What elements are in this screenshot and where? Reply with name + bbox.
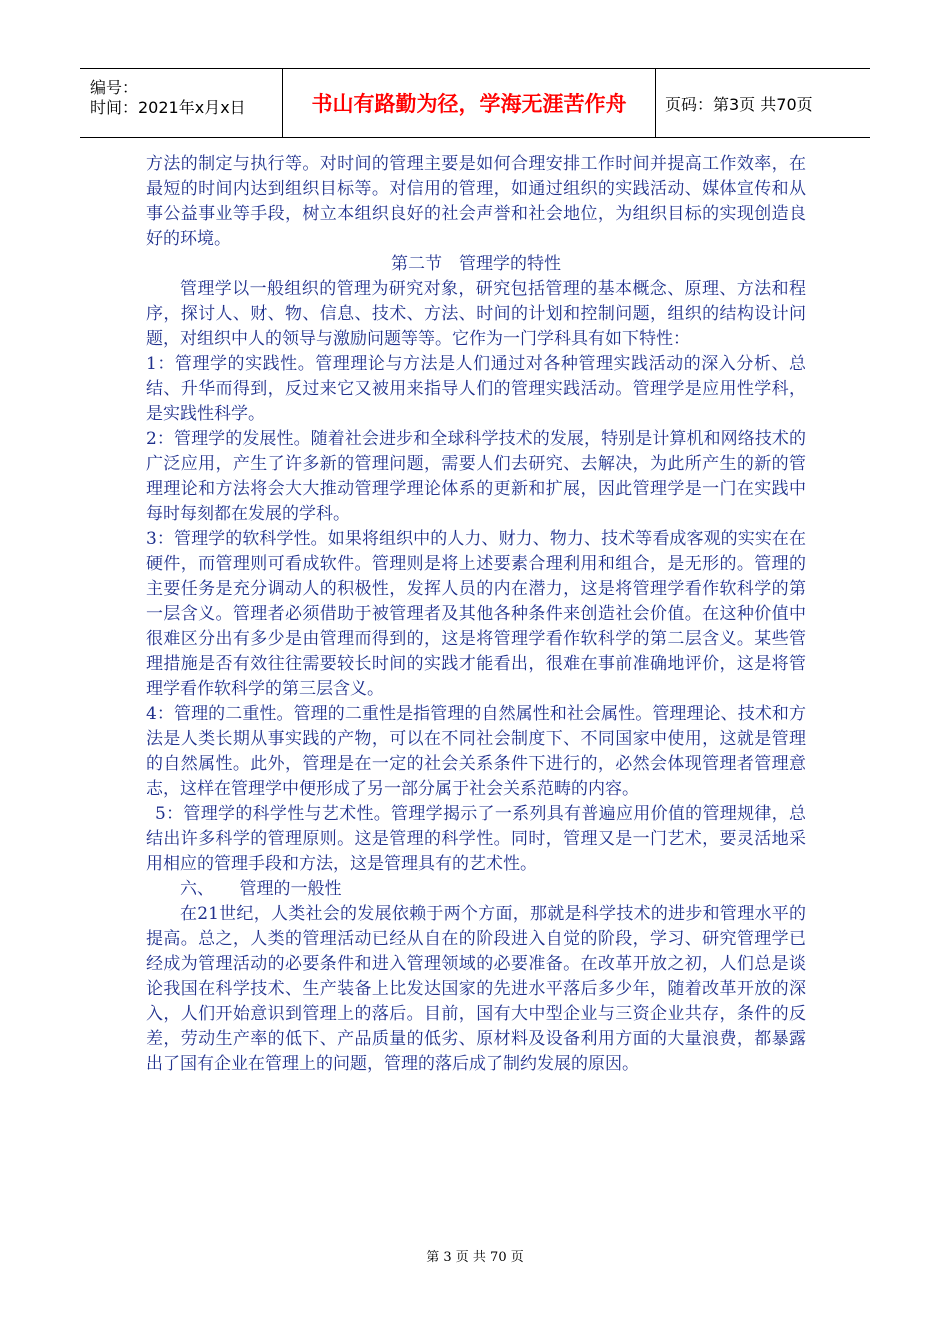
list-item: 1：管理学的实践性。管理理论与方法是人们通过对各种管理实践活动的深入分析、总结、升华而得到，反过来它又被用来指导人们的管理实践活动。管理学是应用性学科，是实践性科学。 — [146, 354, 806, 424]
header-page-info: 页码：第3页 共70页 — [665, 94, 813, 114]
list-item: 3：管理学的软科学性。如果将组织中的人力、财力、物力、技术等看成客观的实实在在硬件，而管理则可看成软件。管理则是将上述要素合理利用和组合，是无形的。管理的主要任务是充分调动人的积极性，发挥人员的内在潜力，这是将管理学看作软科学的第一层含义。管理者必须借助于被管理者及其他各种条件来创造社会价值。在这种价值中很难区分出有多少是由管理而得到的，这是将管理学看作软科学的第二层含义。某些管理措施是否有效往往需要较长时间的实践才能看出，很难在事前准确地评价，这是将管理学看作软科学的第三层含义。 — [146, 529, 806, 699]
page-header — [80, 68, 870, 138]
document-body — [146, 152, 806, 1077]
header-motto: 书山有路勤为径，学海无涯苦作舟 — [283, 69, 656, 137]
section-title: 第二节 管理学的特性 — [391, 254, 561, 274]
paragraph: 方法的制定与执行等。对时间的管理主要是如何合理安排工作时间并提高工作效率，在最短的时间内达到组织目标等。对信用的管理，如通过组织的实践活动、媒体宣传和从事公益事业等手段，树立本组织良好的社会声誉和社会地位，为组织目标的实现创造良好的环境。 — [146, 154, 806, 249]
document-number-label: 编号： — [90, 78, 139, 97]
paragraph: 管理学以一般组织的管理为研究对象，研究包括管理的基本概念、原理、方法和程序，探讨人、财、物、信息、技术、方法、时间的计划和控制问题，组织的结构设计问题，对组织中人的领导与激励问题等等。它作为一门学科具有如下特性： — [146, 279, 806, 349]
list-item: 4：管理的二重性。管理的二重性是指管理的自然属性和社会属性。管理理论、技术和方法是人类长期从事实践的产物，可以在不同社会制度下、不同国家中使用，这就是管理的自然属性。此外，管理是在一定的社会关系条件下进行的，必然会体现管理者管理意志，这样在管理学中便形成了另一部分属于社会关系范畴的内容。 — [146, 704, 806, 799]
subsection-title: 六、 管理的一般性 — [180, 879, 342, 899]
document-date: 时间：2021年x月x日 — [90, 98, 246, 117]
list-item: 5：管理学的科学性与艺术性。管理学揭示了一系列具有普遍应用价值的管理规律，总结出许多科学的管理原则。这是管理的科学性。同时，管理又是一门艺术，要灵活地采用相应的管理手段和方法，这是管理具有的艺术性。 — [146, 804, 806, 874]
paragraph: 在21世纪，人类社会的发展依赖于两个方面，那就是科学技术的进步和管理水平的提高。总之，人类的管理活动已经从自在的阶段进入自觉的阶段，学习、研究管理学已经成为管理活动的必要条件和进入管理领域的必要准备。在改革开放之初，人们总是谈论我国在科学技术、生产装备上比发达国家的先进水平落后多少年，随着改革开放的深入，人们开始意识到管理上的落后。目前，国有大中型企业与三资企业共存，条件的反差，劳动生产率的低下、产品质量的低劣、原材料及设备利用方面的大量浪费，都暴露出了国有企业在管理上的问题，管理的落后成了制约发展的原因。 — [146, 904, 806, 1074]
header-meta-cell — [80, 69, 283, 137]
page-footer: 第 3 页 共 70 页 — [426, 1250, 524, 1265]
list-item: 2：管理学的发展性。随着社会进步和全球科学技术的发展，特别是计算机和网络技术的广泛应用，产生了许多新的管理问题，需要人们去研究、去解决，为此所产生的新的管理理论和方法将会大大推动管理学理论体系的更新和扩展，因此管理学是一门在实践中每时每刻都在发展的学科。 — [146, 429, 806, 524]
